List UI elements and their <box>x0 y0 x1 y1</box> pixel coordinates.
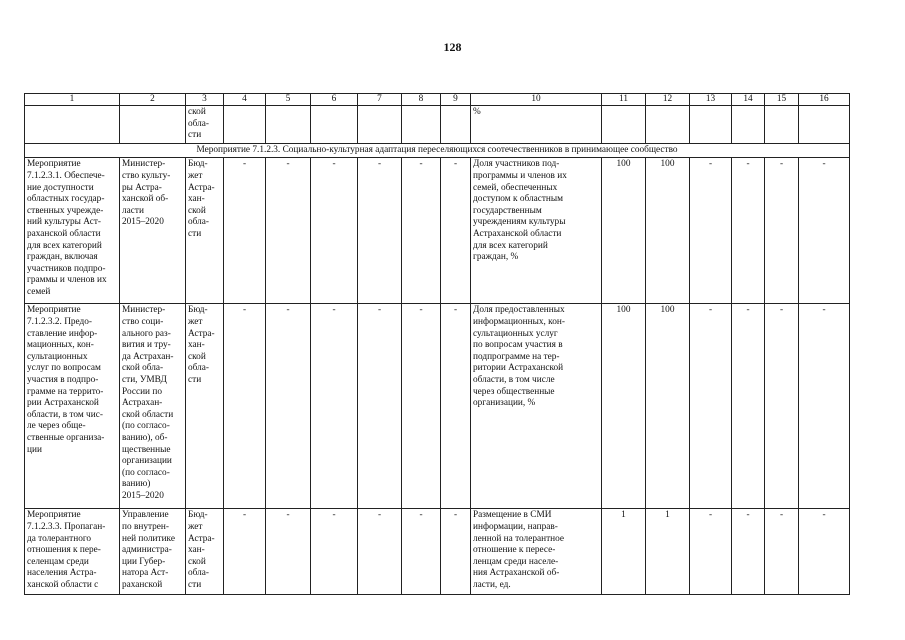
program-table <box>24 93 850 595</box>
header-cell: 10 <box>471 94 602 106</box>
table-cell: - <box>358 509 402 595</box>
section-row <box>25 143 850 158</box>
header-cell: 9 <box>441 94 471 106</box>
measure-name: Мероприятие 7.1.2.3.3. Пропаган- да толерантного отношения к пере- селенцам среди населения Астра- ханской области с <box>25 509 120 595</box>
header-cell: 1 <box>25 94 120 106</box>
table-cell <box>358 106 402 144</box>
header-cell: 12 <box>646 94 690 106</box>
table-cell: - <box>441 509 471 595</box>
table-cell <box>266 106 311 144</box>
header-cell: 16 <box>799 94 850 106</box>
table-cell: - <box>441 158 471 304</box>
indicator: Доля участников под- программы и членов их семей, обеспеченных доступом к областным государственным учреждениям культуры Астраханской области для всех категорий граждан, % <box>471 158 602 304</box>
header-cell: 5 <box>266 94 311 106</box>
table-cell: - <box>311 509 358 595</box>
header-cell: 13 <box>690 94 732 106</box>
table-cell: - <box>732 158 765 304</box>
continuation-row <box>25 106 850 144</box>
measure-name: Мероприятие 7.1.2.3.2. Предо- ставление инфор- мационных, кон- сультационных услуг по вопросам участия в подпро- грамме на террито- рии Астраханской области, в том чис- ле через обще- ственные организа- ции <box>25 304 120 509</box>
executor: Управление по внутрен- ней политике администра- ции Губер- натора Аст- раханской <box>120 509 186 595</box>
table-cell: - <box>799 304 850 509</box>
table-cell: - <box>224 304 266 509</box>
table-cell: - <box>690 158 732 304</box>
table-cell <box>311 106 358 144</box>
table-cell: - <box>690 509 732 595</box>
header-cell: 11 <box>602 94 646 106</box>
table-cell: - <box>402 158 441 304</box>
header-cell: 2 <box>120 94 186 106</box>
measure-name: Мероприятие 7.1.2.3.1. Обеспече- ние доступности областных государ- ственных учрежде- ний культуры Аст- раханской области для всех категорий граждан, включая участников подпро- граммы и членов их семей <box>25 158 120 304</box>
table-cell <box>441 106 471 144</box>
table-row <box>25 158 850 304</box>
header-cell: 14 <box>732 94 765 106</box>
header-cell: 8 <box>402 94 441 106</box>
table-cell <box>120 106 186 144</box>
executor: Министер- ство соци- ального раз- вития и тру- да Астрахан- ской обла- сти, УМВД России по Астрахан- ской области (по согласо- ванию), об- щественные организации (по согласо- ванию) 2015–2020 <box>120 304 186 509</box>
table-cell: - <box>765 509 799 595</box>
table-cell <box>732 106 765 144</box>
table-cell: - <box>402 304 441 509</box>
header-cell: 3 <box>186 94 224 106</box>
header-cell: 7 <box>358 94 402 106</box>
table-cell: - <box>765 304 799 509</box>
funding-source: Бюд- жет Астра- хан- ской обла- сти <box>186 509 224 595</box>
table-cell: - <box>266 304 311 509</box>
table-cell: - <box>799 158 850 304</box>
table-cell: - <box>690 304 732 509</box>
table-cell: - <box>224 158 266 304</box>
table-cell <box>402 106 441 144</box>
funding-source: Бюд- жет Астра- хан- ской обла- сти <box>186 158 224 304</box>
header-cell: 6 <box>311 94 358 106</box>
table-cell: 1 <box>646 509 690 595</box>
header-cell: 15 <box>765 94 799 106</box>
table-cell: - <box>358 304 402 509</box>
table-cell: % <box>471 106 602 144</box>
table-cell: 100 <box>646 304 690 509</box>
table-cell: - <box>311 158 358 304</box>
table-cell: - <box>311 304 358 509</box>
section-title: Мероприятие 7.1.2.3. Социально-культурная адаптация переселяющихся соотечественников в принимающее сообщество <box>25 143 850 158</box>
table-cell: 100 <box>602 304 646 509</box>
table-cell: 100 <box>646 158 690 304</box>
header-cell: 4 <box>224 94 266 106</box>
table-cell <box>765 106 799 144</box>
table-cell: - <box>441 304 471 509</box>
table-cell: - <box>732 509 765 595</box>
header-row <box>25 94 850 106</box>
table-cell <box>799 106 850 144</box>
table-cell: ской обла- сти <box>186 106 224 144</box>
table-cell: - <box>732 304 765 509</box>
page-number: 128 <box>443 40 462 54</box>
table-cell <box>602 106 646 144</box>
table-cell: - <box>799 509 850 595</box>
table-cell <box>224 106 266 144</box>
table-cell: 1 <box>602 509 646 595</box>
table-cell <box>25 106 120 144</box>
funding-source: Бюд- жет Астра- хан- ской обла- сти <box>186 304 224 509</box>
indicator: Доля предоставленных информационных, кон- сультационных услуг по вопросам участия в подпрограмме на тер- ритории Астраханской области, в том числе через общественные организации, % <box>471 304 602 509</box>
executor: Министер- ство культу- ры Астра- ханской об- ласти 2015–2020 <box>120 158 186 304</box>
table-cell: - <box>266 509 311 595</box>
table-cell: - <box>765 158 799 304</box>
table-cell: 100 <box>602 158 646 304</box>
table-cell: - <box>402 509 441 595</box>
table-cell: - <box>224 509 266 595</box>
table-cell <box>646 106 690 144</box>
indicator: Размещение в СМИ информации, направ- ленной на толерантное отношение к пересе- ленцам среди населе- ния Астраханской об- ласти, ед. <box>471 509 602 595</box>
table-row <box>25 509 850 595</box>
table-cell: - <box>358 158 402 304</box>
table-cell <box>690 106 732 144</box>
table-row <box>25 304 850 509</box>
table-cell: - <box>266 158 311 304</box>
